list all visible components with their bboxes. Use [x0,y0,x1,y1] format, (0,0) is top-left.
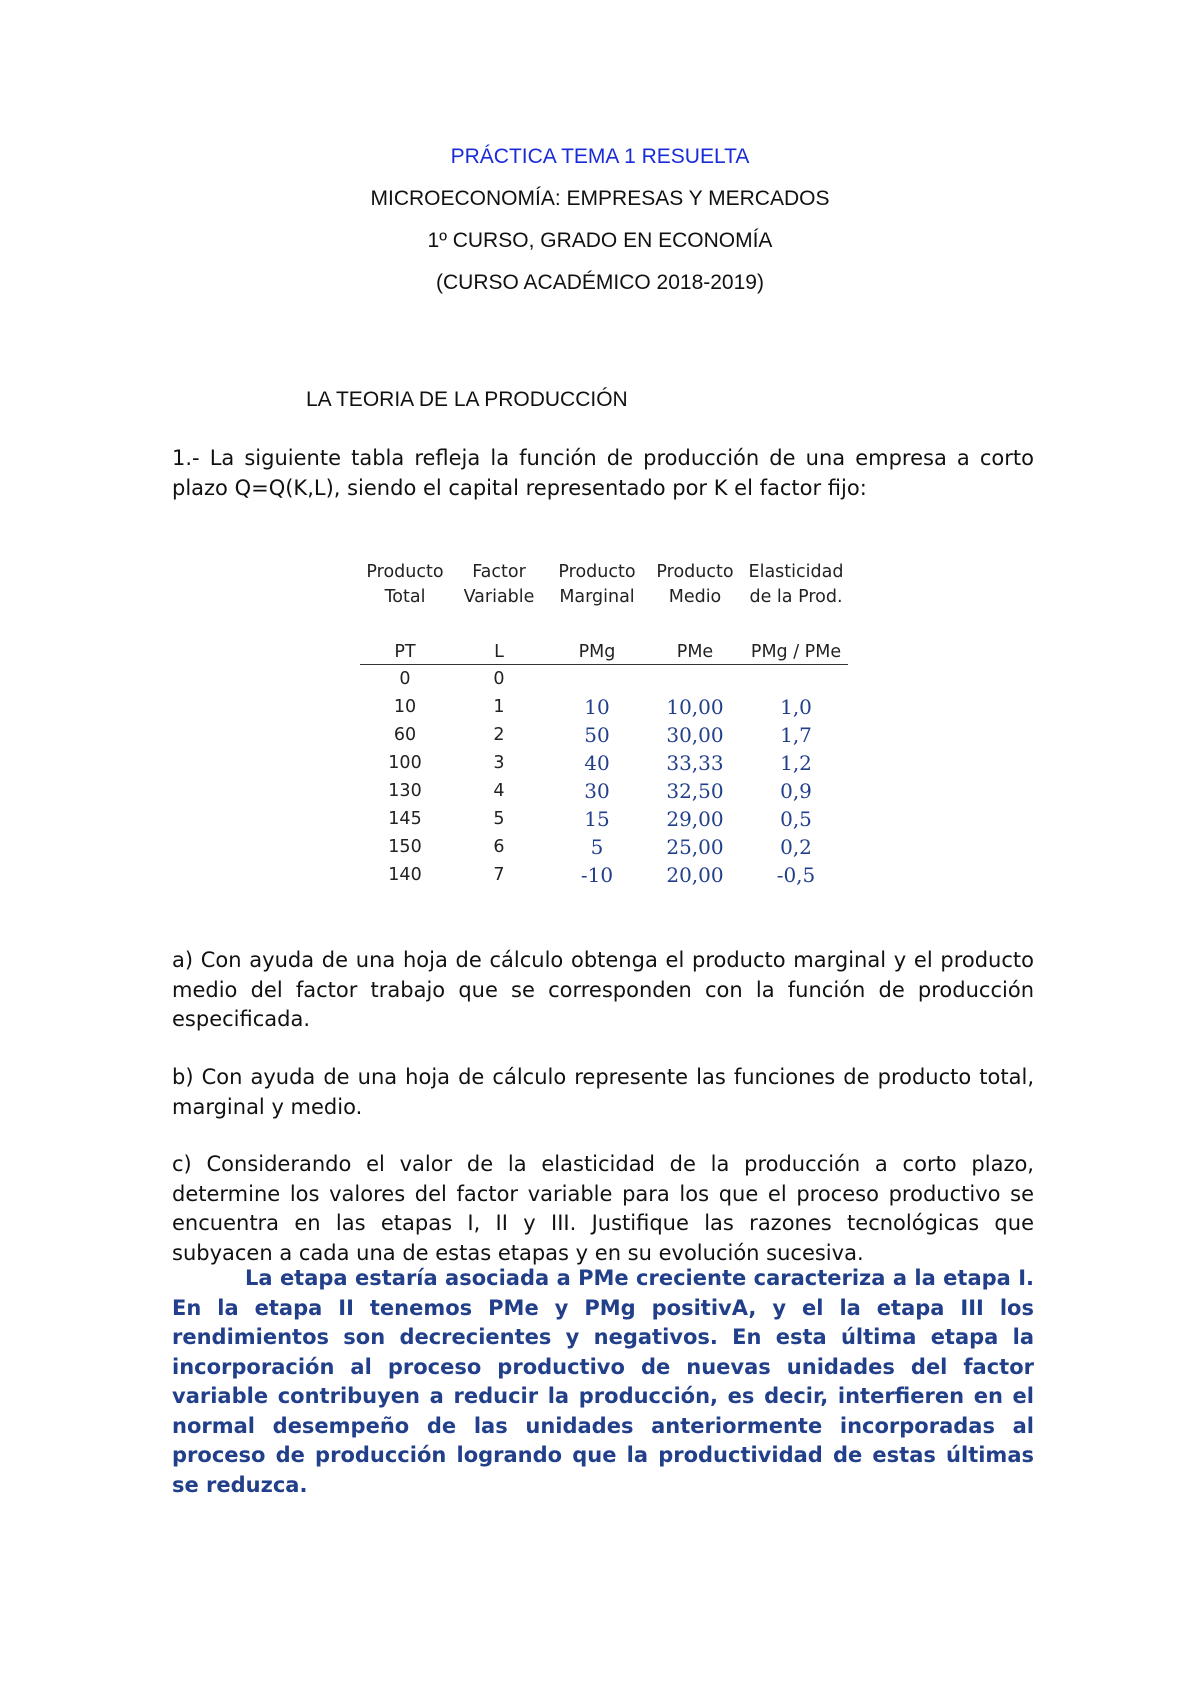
table-symbol-cell: L [450,634,548,665]
table-header-cell: Total [384,587,426,607]
subject-title: MICROECONOMÍA: EMPRESAS Y MERCADOS [370,187,830,210]
table-header-cell: Elasticidad [748,562,844,582]
table-cell-elast: 0,9 [780,779,812,803]
table-header-cell: Variable [463,587,535,607]
table-cell-pme: 25,00 [666,835,724,859]
table-row [360,721,848,749]
table-cell-elast: 1,0 [780,695,812,719]
table-cell-pt: 60 [393,725,417,745]
table-cell-pmg: 50 [584,723,610,747]
academic-year-line: (CURSO ACADÉMICO 2018-2019) [436,271,764,294]
table-row [360,665,848,694]
table-header-cell: de la Prod. [749,587,843,607]
table-row [360,805,848,833]
table-symbol-cell: PMe [646,634,744,665]
table-header-row-2 [360,585,848,610]
table-cell-pme: 32,50 [666,779,724,803]
table-cell-elast [744,665,848,694]
table-cell-elast: 0,2 [780,835,812,859]
table-cell-pme: 20,00 [666,863,724,887]
table-symbol-cell: PMg / PMe [744,634,848,665]
table-symbol-cell: PT [360,634,450,665]
document-header [0,136,1200,304]
table-header-cell: Medio [668,587,722,607]
table-row [360,693,848,721]
table-cell-pt: 100 [388,753,422,773]
table-cell-pt: 150 [388,837,422,857]
production-table [360,560,848,889]
question-c: c) Considerando el valor de la elasticidad de la producción a corto plazo, determine los valores del factor variable para los que el proceso productivo se encuentra en las etapas I, II y III. Justifique las razones tecnológicas que subyacen a cada una de estas etapas y en su evolución sucesiva. [172,1152,1034,1265]
table-cell-l: 2 [493,725,505,745]
question-1-intro: 1.- La siguiente tabla refleja la función de producción de una empresa a corto plazo Q=Q(K,L), siendo el capital representado por K el factor fijo: [172,446,1034,500]
table-cell-pt: 130 [388,781,422,801]
table-cell-pmg: -10 [580,863,614,887]
table-cell-pmg: 40 [584,751,610,775]
practice-title: PRÁCTICA TEMA 1 RESUELTA [450,145,750,168]
table-cell-l: 0 [493,669,505,689]
table-cell-pmg: 10 [584,695,610,719]
table-header-cell: Producto [656,562,734,582]
course-line: 1º CURSO, GRADO EN ECONOMÍA [427,229,773,252]
table-cell-pme: 33,33 [666,751,724,775]
table-cell-pt: 145 [388,809,422,829]
table-symbol-cell: PMg [548,634,646,665]
table-cell-pmg: 5 [590,835,604,859]
answer-c: La etapa estaría asociada a PMe creciente caracteriza a la etapa I. En la etapa II tenemos PMe y PMg positivA, y el la etapa III los rendimientos son decrecientes y negativos. En esta última etapa la incorporación al proceso productivo de nuevas unidades del factor variable contribuyen a reducir la producción, es decir, interfieren en el normal desempeño de las unidades anteriormente incorporadas al proceso de producción logrando que la productividad de estas últimas se reduzca. [172,1266,1034,1497]
table-cell-l: 1 [493,697,505,717]
table-cell-pme [646,665,744,694]
table-header-cell: Producto [558,562,636,582]
question-a: a) Con ayuda de una hoja de cálculo obtenga el producto marginal y el producto medio del factor trabajo que se corresponden con la función de producción especificada. [172,948,1034,1031]
table-cell-l: 3 [493,753,505,773]
table-cell-pt: 0 [399,669,411,689]
table-row [360,777,848,805]
table-cell-pme: 30,00 [666,723,724,747]
table-symbol-row [360,634,848,665]
table-cell-pmg [548,665,646,694]
table-cell-elast: -0,5 [776,863,816,887]
table-cell-l: 4 [493,781,505,801]
table-cell-elast: 1,2 [780,751,812,775]
table-cell-pme: 29,00 [666,807,724,831]
section-title: LA TEORIA DE LA PRODUCCIÓN [306,388,628,411]
table-row [360,861,848,889]
table-cell-l: 6 [493,837,505,857]
table-cell-pmg: 15 [584,807,610,831]
table-cell-pt: 10 [393,697,417,717]
table-cell-l: 5 [493,809,505,829]
table-body [360,665,848,890]
table-header-row-1 [360,560,848,585]
table-row [360,833,848,861]
table-header-cell: Producto [366,562,444,582]
table-cell-pt: 140 [388,865,422,885]
table-cell-pme: 10,00 [666,695,724,719]
table-header-cell: Factor [472,562,526,582]
table-row [360,749,848,777]
table-header-cell: Marginal [559,587,635,607]
table-cell-l: 7 [493,865,505,885]
question-b: b) Con ayuda de una hoja de cálculo represente las funciones de producto total, marginal y medio. [172,1065,1034,1119]
table-cell-pmg: 30 [584,779,610,803]
table-cell-elast: 0,5 [780,807,812,831]
table-cell-elast: 1,7 [780,723,812,747]
